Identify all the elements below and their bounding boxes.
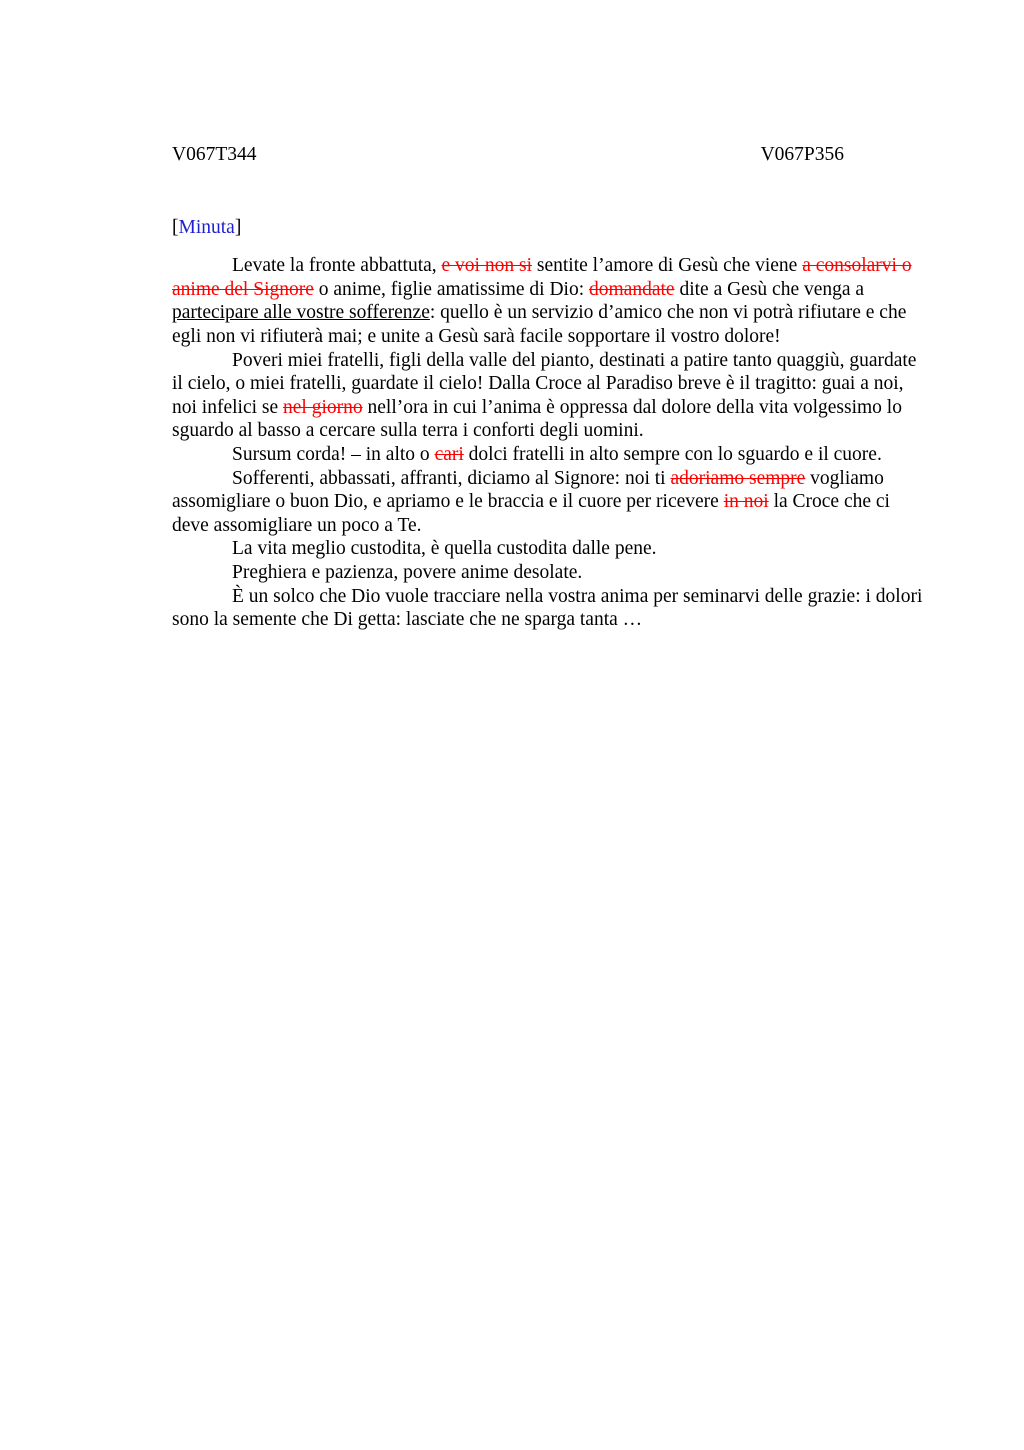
deletion-1: e voi non si bbox=[441, 255, 532, 277]
paragraph-1 bbox=[172, 254, 926, 348]
paragraph-1-text-a: Levate la fronte abbattuta, bbox=[232, 255, 442, 277]
paragraph-7: È un solco che Dio vuole tracciare nella vostra anima per seminarvi delle grazie: i dolori sono la semente che Di getta: lasciate che ne sparga tanta … bbox=[172, 585, 923, 631]
paragraph-6: Preghiera e pazienza, povere anime desolate. bbox=[232, 561, 583, 583]
paragraph-3-text-b: dolci fratelli in alto sempre con lo sguardo e il cuore. bbox=[463, 443, 882, 465]
paragraph-2-text-b: nell’ora in cui l’anima è oppressa dal dolore della vita volgessimo lo sguardo al basso a cercare sulla terra i conforti degli uomini. bbox=[172, 396, 902, 442]
header-right-code: V067P356 bbox=[760, 144, 844, 165]
paragraph-1-text-b: sentite l’amore di Gesù che viene bbox=[532, 255, 803, 277]
paragraph-5: La vita meglio custodita, è quella custodita dalle pene. bbox=[232, 538, 657, 560]
label-open-bracket: [ bbox=[172, 216, 179, 238]
deletion-4: nel giorno bbox=[283, 396, 363, 418]
paragraph-4-text-b: vogliamo assomigliare o buon Dio, e apriamo e le braccia e il cuore per ricevere bbox=[172, 467, 884, 513]
paragraph-3-text-a: Sursum corda! – in alto o bbox=[232, 443, 435, 465]
paragraph-4-text-c: la Croce che ci deve assomigliare un poco a Te. bbox=[172, 491, 890, 536]
label-close-bracket: ] bbox=[234, 216, 242, 238]
paragraph-2 bbox=[172, 349, 926, 443]
document-page bbox=[172, 143, 926, 632]
document-body bbox=[172, 254, 926, 632]
paragraph-3 bbox=[172, 443, 926, 467]
paragraph-1-text-e: : quello è un servizio d’amico che non vi potrà rifiutare e che egli non vi rifiuterà mai; e unite a Gesù sarà facile sopportare il vostro dolore! bbox=[172, 302, 907, 347]
deletion-3: domandate bbox=[589, 278, 675, 300]
deletion-5: cari bbox=[434, 443, 464, 465]
deletion-2: a consolarvi o anime del Signore bbox=[172, 255, 912, 300]
deletion-7: in noi bbox=[723, 491, 769, 513]
paragraph-4 bbox=[172, 467, 926, 538]
header-left-code: V067T344 bbox=[172, 144, 257, 165]
paragraph-1-text-c: o anime, figlie amatissime di Dio: bbox=[313, 278, 590, 300]
document-header bbox=[172, 143, 844, 167]
paragraph-2-text-a: Poveri miei fratelli, figli della valle del pianto, destinati a patire tanto quaggiù, guardate il cielo, o miei fratelli, guardate il cielo! Dalla Croce al Paradiso breve è il tragitto: guai a noi, noi infelici se bbox=[172, 349, 917, 418]
deletion-6: adoriamo sempre bbox=[670, 467, 806, 489]
paragraph-1-text-d: dite a Gesù che venga a bbox=[674, 278, 865, 300]
label-text: Minuta bbox=[178, 216, 235, 238]
underlined-phrase: partecipare alle vostre sofferenze bbox=[172, 302, 430, 324]
paragraph-4-text-a: Sofferenti, abbassati, affranti, diciamo al Signore: noi ti bbox=[232, 467, 671, 489]
document-label bbox=[172, 216, 926, 240]
